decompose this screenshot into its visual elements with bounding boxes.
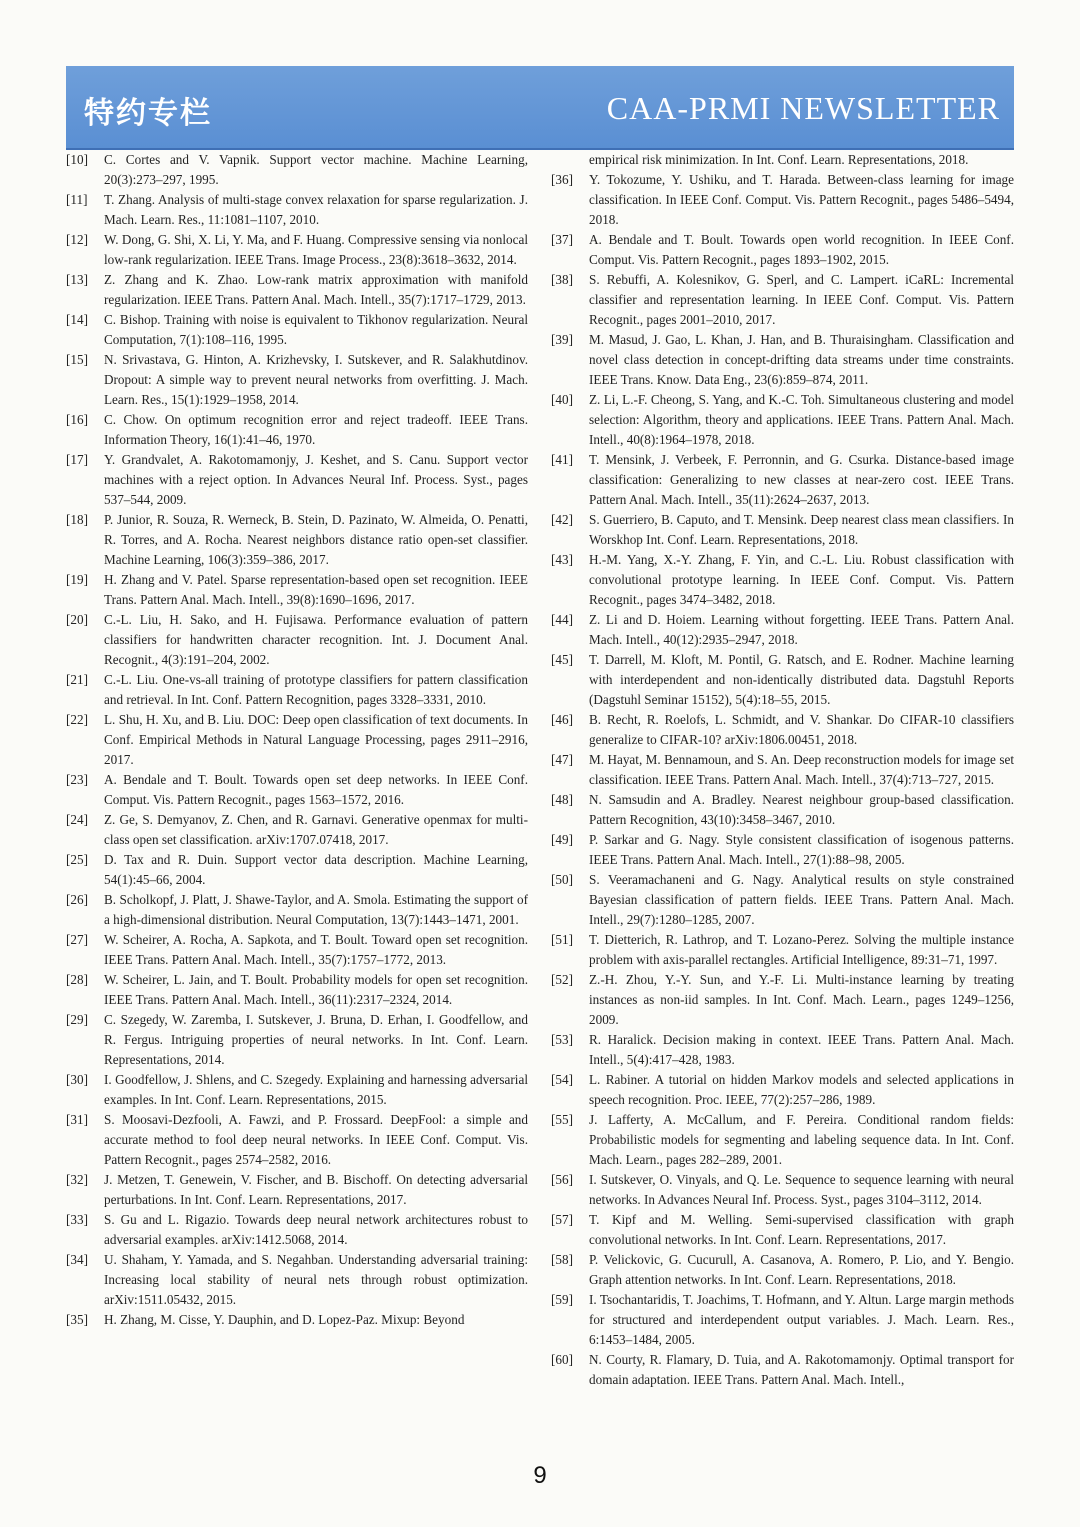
- reference-entry: [66, 350, 528, 410]
- reference-number: [59]: [551, 1292, 573, 1307]
- reference-text: B. Scholkopf, J. Platt, J. Shawe-Taylor, and A. Smola. Estimating the support of a high-dimensional distribution. Neural Computation, 13(7):1443–1471, 2001.: [104, 892, 528, 927]
- reference-continuation: empirical risk minimization. In Int. Conf. Learn. Representations, 2018.: [589, 152, 969, 167]
- reference-entry: [66, 670, 528, 710]
- newsletter-title: CAA-PRMI NEWSLETTER: [606, 90, 1000, 126]
- reference-number: [21]: [66, 672, 88, 687]
- reference-text: Z. Li, L.-F. Cheong, S. Yang, and K.-C. Toh. Simultaneous clustering and model selection: Algorithm, theory and applications. IEEE Trans. Pattern Anal. Mach. Intell., 40(8):1964–1978, 2018.: [589, 392, 1014, 447]
- reference-number: [15]: [66, 352, 88, 367]
- reference-number: [57]: [551, 1212, 573, 1227]
- reference-number: [16]: [66, 412, 88, 427]
- reference-entry: [551, 390, 1014, 450]
- reference-entry: [66, 1310, 528, 1330]
- reference-number: [45]: [551, 652, 573, 667]
- reference-number: [52]: [551, 972, 573, 987]
- references-right-column: [551, 150, 1014, 1390]
- reference-entry: [551, 1030, 1014, 1070]
- reference-number: [13]: [66, 272, 88, 287]
- reference-entry: [551, 1250, 1014, 1290]
- reference-entry: [551, 510, 1014, 550]
- reference-text: J. Lafferty, A. McCallum, and F. Pereira. Conditional random fields: Probabilistic models for segmenting and labeling sequence data. In Int. Conf. Mach. Learn., pages 282–289, 2001.: [589, 1112, 1014, 1167]
- reference-number: [60]: [551, 1352, 573, 1367]
- reference-entry: [66, 230, 528, 270]
- reference-number: [24]: [66, 812, 88, 827]
- reference-text: H. Zhang and V. Patel. Sparse representation-based open set recognition. IEEE Trans. Pattern Anal. Mach. Intell., 39(8):1690–1696, 2017.: [104, 572, 528, 607]
- reference-text: T. Mensink, J. Verbeek, F. Perronnin, and G. Csurka. Distance-based image classification: Generalizing to new classes at near-zero cost. IEEE Trans. Pattern Anal. Mach. Intell., 35(11):2624–2637, 2013.: [589, 452, 1014, 507]
- reference-number: [12]: [66, 232, 88, 247]
- reference-number: [17]: [66, 452, 88, 467]
- reference-number: [11]: [66, 192, 88, 207]
- reference-text: T. Darrell, M. Kloft, M. Pontil, G. Ratsch, and E. Rodner. Machine learning with interdependent and non-identically distributed data. Dagstuhl Reports (Dagstuhl Seminar 15152), 5(4):18–55, 2015.: [589, 652, 1014, 707]
- reference-number: [26]: [66, 892, 88, 907]
- reference-entry: [551, 550, 1014, 610]
- reference-entry: [66, 150, 528, 190]
- reference-entry: [551, 870, 1014, 930]
- reference-text: N. Srivastava, G. Hinton, A. Krizhevsky, I. Sutskever, and R. Salakhutdinov. Dropout: A simple way to prevent neural networks from overfitting. J. Mach. Learn. Res., 15(1):1929–1958, 2014.: [104, 352, 528, 407]
- reference-number: [30]: [66, 1072, 88, 1087]
- reference-text: Y. Tokozume, Y. Ushiku, and T. Harada. Between-class learning for image classification. In IEEE Conf. Comput. Vis. Pattern Recognit., pages 5486–5494, 2018.: [589, 172, 1014, 227]
- reference-text: H. Zhang, M. Cisse, Y. Dauphin, and D. Lopez-Paz. Mixup: Beyond: [104, 1312, 465, 1327]
- reference-entry: [551, 450, 1014, 510]
- reference-number: [23]: [66, 772, 88, 787]
- reference-entry: [66, 610, 528, 670]
- reference-number: [25]: [66, 852, 88, 867]
- reference-text: N. Courty, R. Flamary, D. Tuia, and A. Rakotomamonjy. Optimal transport for domain adaptation. IEEE Trans. Pattern Anal. Mach. Intell.,: [589, 1352, 1014, 1387]
- reference-text: T. Kipf and M. Welling. Semi-supervised classification with graph convolutional networks. In Int. Conf. Learn. Representations, 2017.: [589, 1212, 1014, 1247]
- reference-number: [33]: [66, 1212, 88, 1227]
- reference-number: [35]: [66, 1312, 88, 1327]
- reference-entry: [66, 450, 528, 510]
- reference-number: [27]: [66, 932, 88, 947]
- reference-number: [46]: [551, 712, 573, 727]
- reference-text: C. Szegedy, W. Zaremba, I. Sutskever, J. Bruna, D. Erhan, I. Goodfellow, and R. Fergus. Intriguing properties of neural networks. In Int. Conf. Learn. Representations, 2014.: [104, 1012, 528, 1067]
- reference-entry: [551, 1350, 1014, 1390]
- reference-number: [37]: [551, 232, 573, 247]
- reference-text: Z. Ge, S. Demyanov, Z. Chen, and R. Garnavi. Generative openmax for multi-class open set classification. arXiv:1707.07418, 2017.: [104, 812, 528, 847]
- reference-text: I. Goodfellow, J. Shlens, and C. Szegedy. Explaining and harnessing adversarial examples. In Int. Conf. Learn. Representations, 2015.: [104, 1072, 528, 1107]
- reference-entry: [551, 1070, 1014, 1110]
- reference-number: [49]: [551, 832, 573, 847]
- reference-text: P. Velickovic, G. Cucurull, A. Casanova, A. Romero, P. Lio, and Y. Bengio. Graph attention networks. In Int. Conf. Learn. Representations, 2018.: [589, 1252, 1014, 1287]
- reference-entry: [551, 750, 1014, 790]
- reference-text: S. Gu and L. Rigazio. Towards deep neural network architectures robust to adversarial examples. arXiv:1412.5068, 2014.: [104, 1212, 528, 1247]
- reference-number: [22]: [66, 712, 88, 727]
- reference-entry: [551, 1290, 1014, 1350]
- reference-text: Z. Zhang and K. Zhao. Low-rank matrix approximation with manifold regularization. IEEE Trans. Pattern Anal. Mach. Intell., 35(7):1717–1729, 2013.: [104, 272, 528, 307]
- reference-text: M. Masud, J. Gao, L. Khan, J. Han, and B. Thuraisingham. Classification and novel class detection in concept-drifting data streams under time constraints. IEEE Trans. Know. Data Eng., 23(6):859–874, 2011.: [589, 332, 1014, 387]
- reference-text: Y. Grandvalet, A. Rakotomamonjy, J. Keshet, and S. Canu. Support vector machines with a reject option. In Advances Neural Inf. Process. Syst., pages 537–544, 2009.: [104, 452, 528, 507]
- reference-entry: [551, 790, 1014, 830]
- reference-text: I. Sutskever, O. Vinyals, and Q. Le. Sequence to sequence learning with neural networks. In Advances Neural Inf. Process. Syst., pages 3104–3112, 2014.: [589, 1172, 1014, 1207]
- reference-number: [58]: [551, 1252, 573, 1267]
- reference-text: S. Moosavi-Dezfooli, A. Fawzi, and P. Frossard. DeepFool: a simple and accurate method to fool deep neural networks. In IEEE Conf. Comput. Vis. Pattern Recognit., pages 2574–2582, 2016.: [104, 1112, 528, 1167]
- reference-text: U. Shaham, Y. Yamada, and S. Negahban. Understanding adversarial training: Increasing local stability of neural nets through robust optimization. arXiv:1511.05432, 2015.: [104, 1252, 528, 1307]
- reference-number: [18]: [66, 512, 88, 527]
- reference-number: [50]: [551, 872, 573, 887]
- reference-text: P. Junior, R. Souza, R. Werneck, B. Stein, D. Pazinato, W. Almeida, O. Penatti, R. Torres, and A. Rocha. Nearest neighbors distance ratio open-set classifier. Machine Learning, 106(3):359–386, 2017.: [104, 512, 528, 567]
- reference-number: [56]: [551, 1172, 573, 1187]
- reference-text: S. Rebuffi, A. Kolesnikov, G. Sperl, and C. Lampert. iCaRL: Incremental classifier and representation learning. In IEEE Conf. Comput. Vis. Pattern Recognit., pages 2001–2010, 2017.: [589, 272, 1014, 327]
- reference-text: W. Scheirer, L. Jain, and T. Boult. Probability models for open set recognition. IEEE Trans. Pattern Anal. Mach. Intell., 36(11):2317–2324, 2014.: [104, 972, 528, 1007]
- reference-text: H.-M. Yang, X.-Y. Zhang, F. Yin, and C.-L. Liu. Robust classification with convolutional prototype learning. In IEEE Conf. Comput. Vis. Pattern Recognit., pages 3474–3482, 2018.: [589, 552, 1014, 607]
- reference-text: A. Bendale and T. Boult. Towards open world recognition. In IEEE Conf. Comput. Vis. Pattern Recognit., pages 1893–1902, 2015.: [589, 232, 1014, 267]
- reference-entry: [66, 770, 528, 810]
- reference-entry: [66, 930, 528, 970]
- reference-entry: [66, 190, 528, 230]
- reference-entry: [551, 610, 1014, 650]
- reference-number: [36]: [551, 172, 573, 187]
- references-left-column: [66, 150, 528, 1330]
- reference-text: N. Samsudin and A. Bradley. Nearest neighbour group-based classification. Pattern Recognition, 43(10):3458–3467, 2010.: [589, 792, 1014, 827]
- reference-number: [51]: [551, 932, 573, 947]
- reference-entry: [551, 270, 1014, 330]
- reference-number: [40]: [551, 392, 573, 407]
- reference-number: [20]: [66, 612, 88, 627]
- reference-number: [19]: [66, 572, 88, 587]
- reference-number: [53]: [551, 1032, 573, 1047]
- reference-entry: [551, 1210, 1014, 1250]
- reference-number: [55]: [551, 1112, 573, 1127]
- reference-entry: [551, 650, 1014, 710]
- reference-number: [44]: [551, 612, 573, 627]
- section-title: 特约专栏: [84, 96, 212, 131]
- newsletter-header: [66, 66, 1014, 150]
- reference-entry: [551, 710, 1014, 750]
- reference-entry: [66, 510, 528, 570]
- reference-entry: [66, 1010, 528, 1070]
- reference-number: [14]: [66, 312, 88, 327]
- reference-text: C.-L. Liu, H. Sako, and H. Fujisawa. Performance evaluation of pattern classifiers for handwritten character recognition. Int. J. Document Anal. Recognit., 4(3):191–204, 2002.: [104, 612, 528, 667]
- reference-number: [31]: [66, 1112, 88, 1127]
- reference-entry: [551, 1170, 1014, 1210]
- reference-entry: [66, 1210, 528, 1250]
- reference-entry: [66, 850, 528, 890]
- reference-text: W. Scheirer, A. Rocha, A. Sapkota, and T. Boult. Toward open set recognition. IEEE Trans. Pattern Anal. Mach. Intell., 35(7):1757–1772, 2013.: [104, 932, 528, 967]
- reference-text: A. Bendale and T. Boult. Towards open set deep networks. In IEEE Conf. Comput. Vis. Pattern Recognit., pages 1563–1572, 2016.: [104, 772, 528, 807]
- reference-entry: [66, 970, 528, 1010]
- reference-number: [10]: [66, 152, 88, 167]
- reference-text: L. Rabiner. A tutorial on hidden Markov models and selected applications in speech recognition. Proc. IEEE, 77(2):257–286, 1989.: [589, 1072, 1014, 1107]
- reference-text: T. Zhang. Analysis of multi-stage convex relaxation for sparse regularization. J. Mach. Learn. Res., 11:1081–1107, 2010.: [104, 192, 528, 227]
- reference-number: [32]: [66, 1172, 88, 1187]
- reference-number: [34]: [66, 1252, 88, 1267]
- reference-number: [39]: [551, 332, 573, 347]
- reference-number: [43]: [551, 552, 573, 567]
- reference-entry: [66, 1110, 528, 1170]
- reference-entry: [66, 710, 528, 770]
- reference-entry: [551, 970, 1014, 1030]
- reference-entry: [66, 1170, 528, 1210]
- reference-entry: [551, 230, 1014, 270]
- reference-text: T. Dietterich, R. Lathrop, and T. Lozano-Perez. Solving the multiple instance problem with axis-parallel rectangles. Artificial Intelligence, 89:31–71, 1997.: [589, 932, 1014, 967]
- reference-entry: [66, 1070, 528, 1110]
- reference-entry: [551, 930, 1014, 970]
- reference-text: P. Sarkar and G. Nagy. Style consistent classification of isogenous patterns. IEEE Trans. Pattern Anal. Mach. Intell., 27(1):88–98, 2005.: [589, 832, 1014, 867]
- reference-text: R. Haralick. Decision making in context. IEEE Trans. Pattern Anal. Mach. Intell., 5(4):417–428, 1983.: [589, 1032, 1014, 1067]
- reference-text: S. Guerriero, B. Caputo, and T. Mensink. Deep nearest class mean classifiers. In Worskhop Int. Conf. Learn. Representations, 2018.: [589, 512, 1014, 547]
- reference-text: Z. Li and D. Hoiem. Learning without forgetting. IEEE Trans. Pattern Anal. Mach. Intell., 40(12):2935–2947, 2018.: [589, 612, 1014, 647]
- reference-text: D. Tax and R. Duin. Support vector data description. Machine Learning, 54(1):45–66, 2004.: [104, 852, 528, 887]
- reference-entry: [66, 1250, 528, 1310]
- reference-number: [28]: [66, 972, 88, 987]
- reference-entry: [551, 170, 1014, 230]
- page-number: 9: [533, 1462, 547, 1489]
- reference-entry: [551, 830, 1014, 870]
- reference-text: Z.-H. Zhou, Y.-Y. Sun, and Y.-F. Li. Multi-instance learning by treating instances as non-iid samples. In Int. Conf. Mach. Learn., pages 1249–1256, 2009.: [589, 972, 1014, 1027]
- reference-number: [41]: [551, 452, 573, 467]
- reference-text: C. Chow. On optimum recognition error and reject tradeoff. IEEE Trans. Information Theory, 16(1):41–46, 1970.: [104, 412, 528, 447]
- reference-text: M. Hayat, M. Bennamoun, and S. An. Deep reconstruction models for image set classification. IEEE Trans. Pattern Anal. Mach. Intell., 37(4):713–727, 2015.: [589, 752, 1014, 787]
- reference-number: [38]: [551, 272, 573, 287]
- reference-text: C. Cortes and V. Vapnik. Support vector machine. Machine Learning, 20(3):273–297, 1995.: [104, 152, 528, 187]
- reference-number: [42]: [551, 512, 573, 527]
- reference-entry: [551, 330, 1014, 390]
- reference-text: C.-L. Liu. One-vs-all training of prototype classifiers for pattern classification and retrieval. In Int. Conf. Pattern Recognition, pages 3328–3331, 2010.: [104, 672, 528, 707]
- reference-entry: [66, 270, 528, 310]
- reference-entry: [66, 410, 528, 450]
- reference-text: J. Metzen, T. Genewein, V. Fischer, and B. Bischoff. On detecting adversarial perturbations. In Int. Conf. Learn. Representations, 2017.: [104, 1172, 528, 1207]
- reference-entry: [66, 810, 528, 850]
- reference-text: C. Bishop. Training with noise is equivalent to Tikhonov regularization. Neural Computation, 7(1):108–116, 1995.: [104, 312, 528, 347]
- reference-text: I. Tsochantaridis, T. Joachims, T. Hofmann, and Y. Altun. Large margin methods for structured and interdependent output variables. J. Mach. Learn. Res., 6:1453–1484, 2005.: [589, 1292, 1014, 1347]
- reference-entry: [66, 570, 528, 610]
- reference-text: S. Veeramachaneni and G. Nagy. Analytical results on style constrained Bayesian classification of pattern fields. IEEE Trans. Pattern Anal. Mach. Intell., 29(7):1280–1285, 2007.: [589, 872, 1014, 927]
- reference-number: [47]: [551, 752, 573, 767]
- reference-number: [48]: [551, 792, 573, 807]
- reference-entry: [66, 890, 528, 930]
- reference-number: [29]: [66, 1012, 88, 1027]
- reference-text: L. Shu, H. Xu, and B. Liu. DOC: Deep open classification of text documents. In Conf. Empirical Methods in Natural Language Processing, pages 2911–2916, 2017.: [104, 712, 528, 767]
- reference-text: W. Dong, G. Shi, X. Li, Y. Ma, and F. Huang. Compressive sensing via nonlocal low-rank regularization. IEEE Trans. Image Process., 23(8):3618–3632, 2014.: [104, 232, 528, 267]
- reference-text: B. Recht, R. Roelofs, L. Schmidt, and V. Shankar. Do CIFAR-10 classifiers generalize to CIFAR-10? arXiv:1806.00451, 2018.: [589, 712, 1014, 747]
- reference-entry: [551, 1110, 1014, 1170]
- reference-number: [54]: [551, 1072, 573, 1087]
- reference-entry: [66, 310, 528, 350]
